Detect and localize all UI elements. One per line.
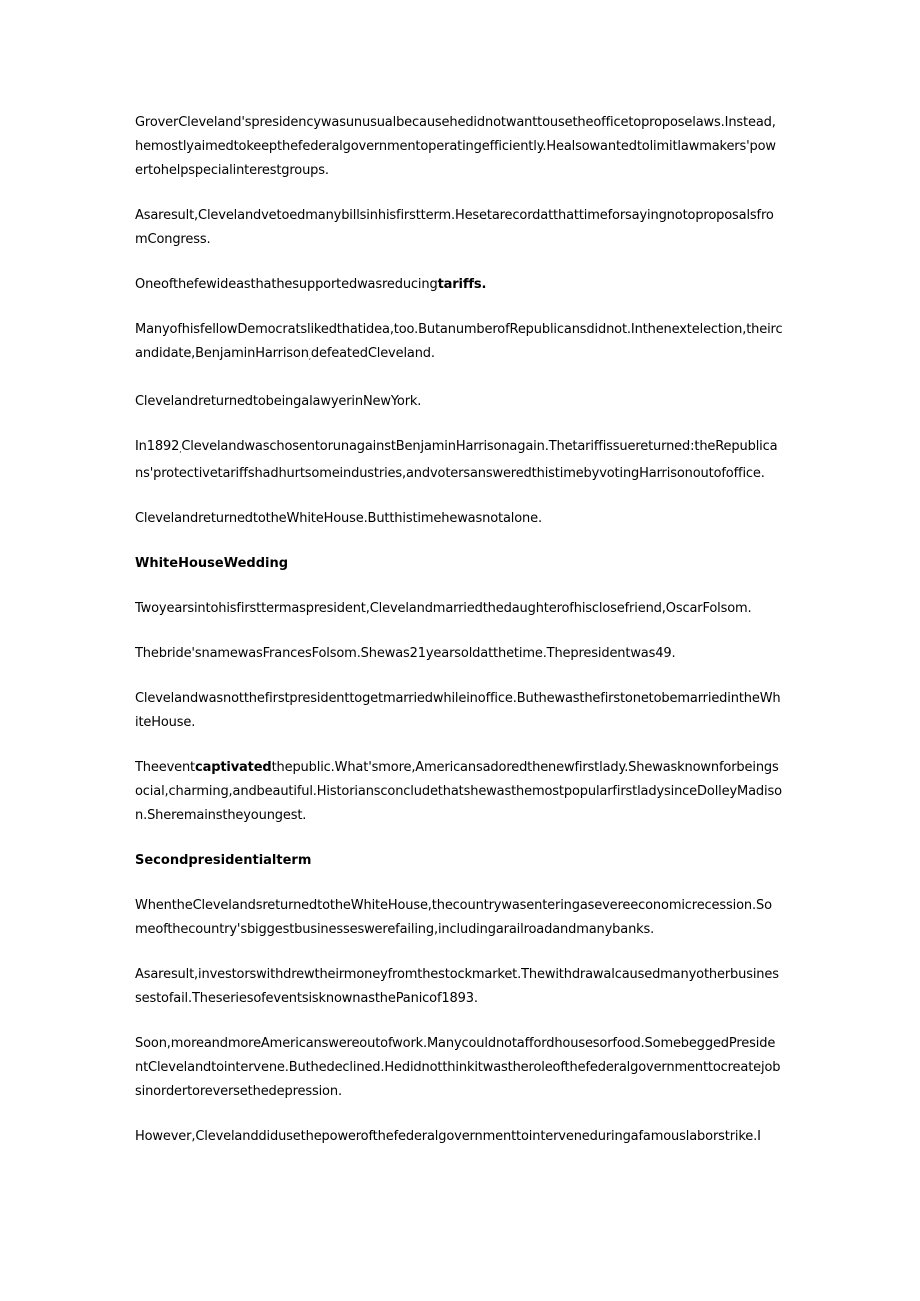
paragraph-15: However,Clevelanddidusethepowerofthefederalgovernmenttointerveneduringafamouslaborstrike.I: [135, 1129, 761, 1144]
paragraph-1: GroverCleveland'spresidencywasunusualbecausehedidnotwanttousetheofficetoproposelaws.Instead,hemostlyaimedtokeepthefederalgovernmentoperatingefficiently.Healsowantedtolimitlawmakers'powertohelpspecialinterestgroups.: [135, 115, 776, 178]
paragraph-3-text: Oneofthefewideasthathesupportedwasreducing: [135, 277, 438, 292]
paragraph-11: [135, 756, 783, 828]
paragraph-9: Thebride'snamewasFrancesFolsom.Shewas21yearsoldatthetime.Thepresidentwas49.: [135, 646, 676, 661]
paragraph-3: [135, 273, 783, 297]
paragraph-11-text: Theevent: [135, 760, 196, 775]
paragraph-6-comma: ,: [179, 446, 182, 454]
paragraph-7: ClevelandreturnedtotheWhiteHouse.Butthistimehewasnotalone.: [135, 511, 542, 526]
paragraph-6-text-end: ClevelandwaschosentorunagainstBenjaminHarrisonagain.Thetariffissuereturned:theRepublicans'protectivetariffshadhurtsomeindustries,andvotersansweredthistimebyvotingHarrisonoutofoffice.: [135, 439, 778, 481]
term-captivated: captivated: [195, 760, 272, 775]
paragraph-10: Clevelandwasnotthefirstpresidenttogetmarriedwhileinoffice.ButhewasthefirstonetobemarriedintheWhiteHouse.: [135, 691, 781, 730]
section-heading-white-house-wedding: WhiteHouseWedding: [135, 556, 289, 571]
paragraph-6-text: In1892: [135, 439, 180, 454]
paragraph-6: [135, 435, 783, 486]
section-heading-second-term: Secondpresidentialterm: [135, 853, 312, 868]
paragraph-12: WhentheClevelandsreturnedtotheWhiteHouse,thecountrywasenteringasevereeconomicrecession.Someofthecountry'sbiggestbusinesseswerefailing,includingarailroadandmanybanks.: [135, 898, 772, 937]
paragraph-4: [135, 318, 783, 369]
paragraph-4-text-end: defeatedCleveland.: [310, 346, 435, 361]
paragraph-5: ClevelandreturnedtobeingalawyerinNewYork.: [135, 394, 422, 409]
paragraph-2: Asaresult,Clevelandvetoedmanybillsinhisfirstterm.HesetarecordatthattimeforsayingnotoproposalsfromCongress.: [135, 208, 774, 247]
paragraph-14: Soon,moreandmoreAmericanswereoutofwork.Manycouldnotaffordhousesorfood.SomebeggedPresidentClevelandtointervene.Buthedeclined.Hedidnotthinkitwastheroleofthefederalgovernmenttocreatejobsinordertoreversethedepression.: [135, 1036, 781, 1099]
paragraph-11-text-end: thepublic.What'smore,Americansadoredthenewfirstlady.Shewasknownforbeingsocial,charming,andbeautiful.HistoriansconcludethatshewasthemostpopularfirstladysinceDolleyMadison.Sheremainstheyoungest.: [135, 760, 782, 823]
document-body: [135, 111, 783, 1170]
paragraph-13: Asaresult,investorswithdrewtheirmoneyfromthestockmarket.Thewithdrawalcausedmanyotherbusinessestofail.TheseriesofeventsisknownasthePanicof1893.: [135, 967, 779, 1006]
paragraph-4-text: ManyofhisfellowDemocratslikedthatidea,too.ButanumberofRepublicansdidnot.Inthenextelection,theircandidate,BenjaminHarrison: [135, 322, 783, 361]
term-tariffs: tariffs.: [437, 277, 487, 292]
paragraph-4-comma: ,: [308, 353, 311, 361]
paragraph-8: Twoyearsintohisfirsttermaspresident,Clevelandmarriedthedaughterofhisclosefriend,OscarFolsom.: [135, 601, 752, 616]
